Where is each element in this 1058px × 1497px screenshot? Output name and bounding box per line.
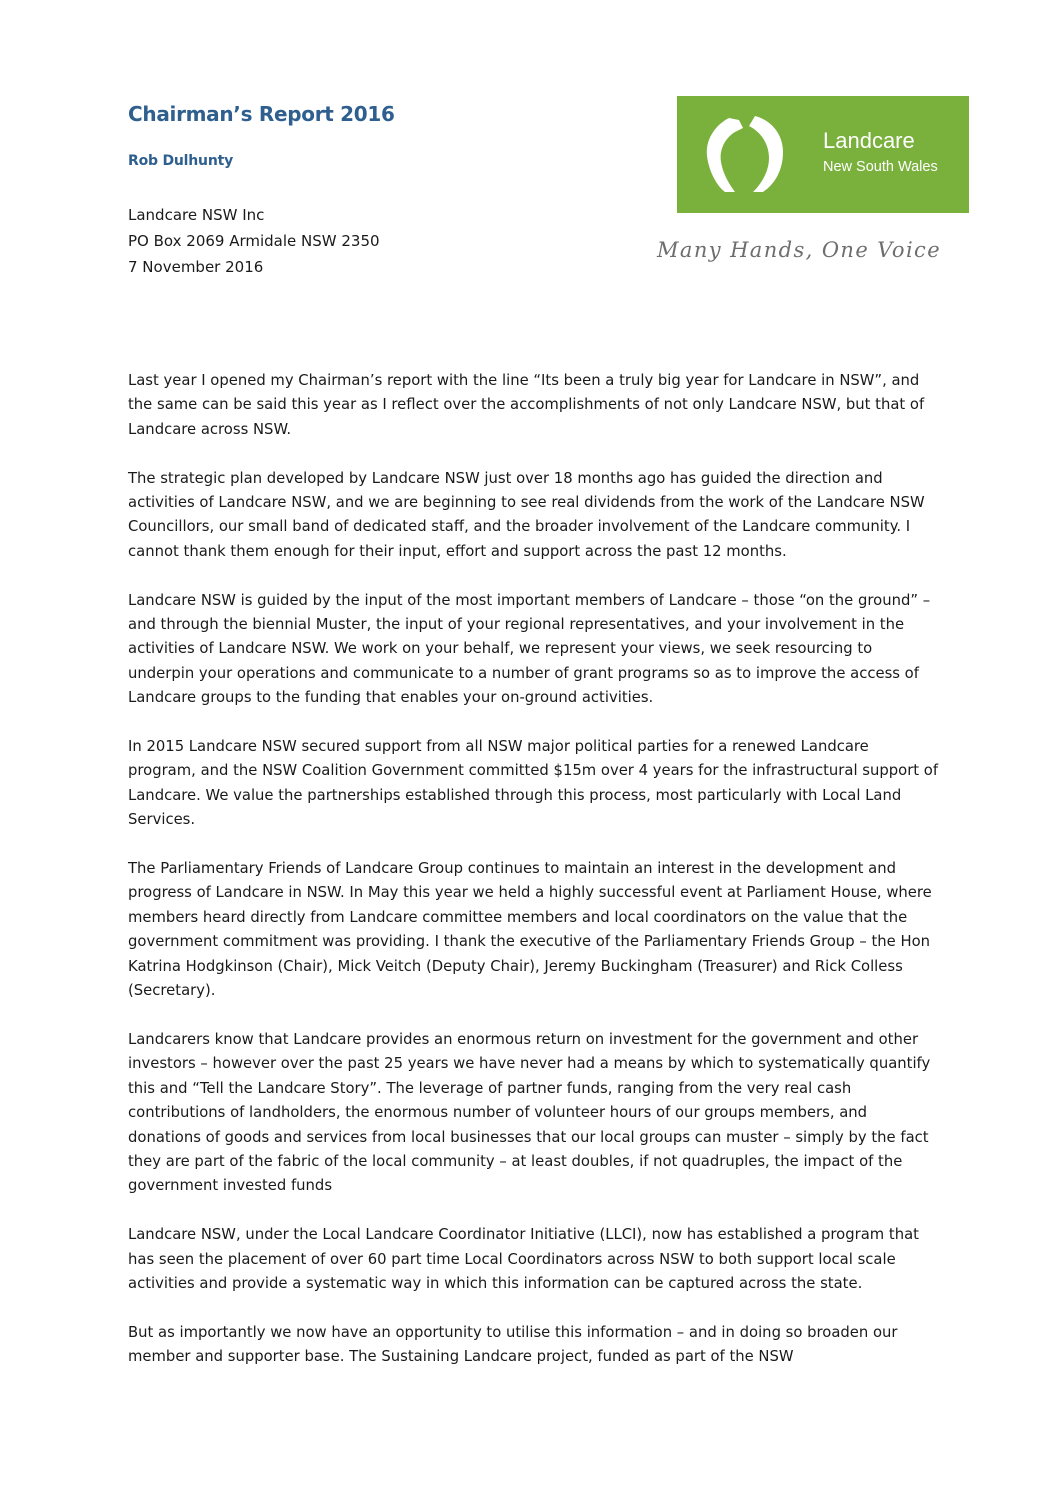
- logo-subtitle: New South Wales: [823, 159, 938, 175]
- report-body: [128, 369, 940, 1394]
- page-title: Chairman’s Report 2016: [128, 102, 395, 126]
- landcare-logo: [677, 96, 969, 213]
- sender-address: [128, 202, 380, 280]
- paragraph: But as importantly we now have an opportunity to utilise this information – and in doing so broaden our member and supporter base. The Sustaining Landcare project, funded as part of the NSW: [128, 1323, 898, 1366]
- logo-name: Landcare: [823, 128, 915, 153]
- paragraph: Landcare NSW is guided by the input of the most important members of Landcare – those “on the ground” – and through the biennial Muster, the input of your regional representatives, and your involvement in the activities of Landcare NSW. We work on your behalf, we represent your views, we seek resourcing to underpin your operations and communicate to a number of grant programs so as to improve the access of Landcare groups to the funding that enables your on-ground activities.: [128, 591, 931, 707]
- paragraph: The strategic plan developed by Landcare NSW just over 18 months ago has guided the direction and activities of Landcare NSW, and we are beginning to see real dividends from the work of the Landcare NSW Councillors, our small band of dedicated staff, and the broader involvement of the Landcare community. I cannot thank them enough for their input, effort and support across the past 12 months.: [128, 469, 925, 560]
- author-name: Rob Dulhunty: [128, 153, 233, 169]
- address-date: 7 November 2016: [128, 258, 264, 276]
- paragraph: The Parliamentary Friends of Landcare Group continues to maintain an interest in the development and progress of Landcare in NSW. In May this year we held a highly successful event at Parliament House, where members heard directly from Landcare committee members and local coordinators on the value that the government commitment was providing. I thank the executive of the Parliamentary Friends Group – the Hon Katrina Hodgkinson (Chair), Mick Veitch (Deputy Chair), Jeremy Buckingham (Treasurer) and Rick Colless (Secretary).: [128, 860, 932, 1000]
- paragraph: Landcare NSW, under the Local Landcare Coordinator Initiative (LLCI), now has established a program that has seen the placement of over 60 part time Local Coordinators across NSW to both support local scale activities and provide a systematic way in which this information can be captured across the state.: [128, 1226, 919, 1292]
- logo-tagline: Many Hands, One Voice: [657, 238, 942, 262]
- paragraph: Last year I opened my Chairman’s report with the line “Its been a truly big year for Landcare in NSW”, and the same can be said this year as I reflect over the accomplishments of not only Landcare NSW, but that of Landcare across NSW.: [128, 372, 925, 438]
- hands-australia-icon: [699, 110, 789, 198]
- address-organisation: Landcare NSW Inc: [128, 206, 265, 224]
- paragraph: Landcarers know that Landcare provides an enormous return on investment for the government and other investors – however over the past 25 years we have never had a means by which to systematically quantify this and “Tell the Landcare Story”. The leverage of partner funds, ranging from the very real cash contributions of landholders, the enormous number of volunteer hours of our groups members, and donations of goods and services from local businesses that our local groups can muster – simply by the fact they are part of the fabric of the local community – at least doubles, if not quadruples, the impact of the government invested funds: [128, 1030, 931, 1195]
- address-po-box: PO Box 2069 Armidale NSW 2350: [128, 232, 380, 250]
- paragraph: In 2015 Landcare NSW secured support from all NSW major political parties for a renewed Landcare program, and the NSW Coalition Government committed $15m over 4 years for the infrastructural support of Landcare. We value the partnerships established through this process, most particularly with Local Land Services.: [128, 738, 939, 829]
